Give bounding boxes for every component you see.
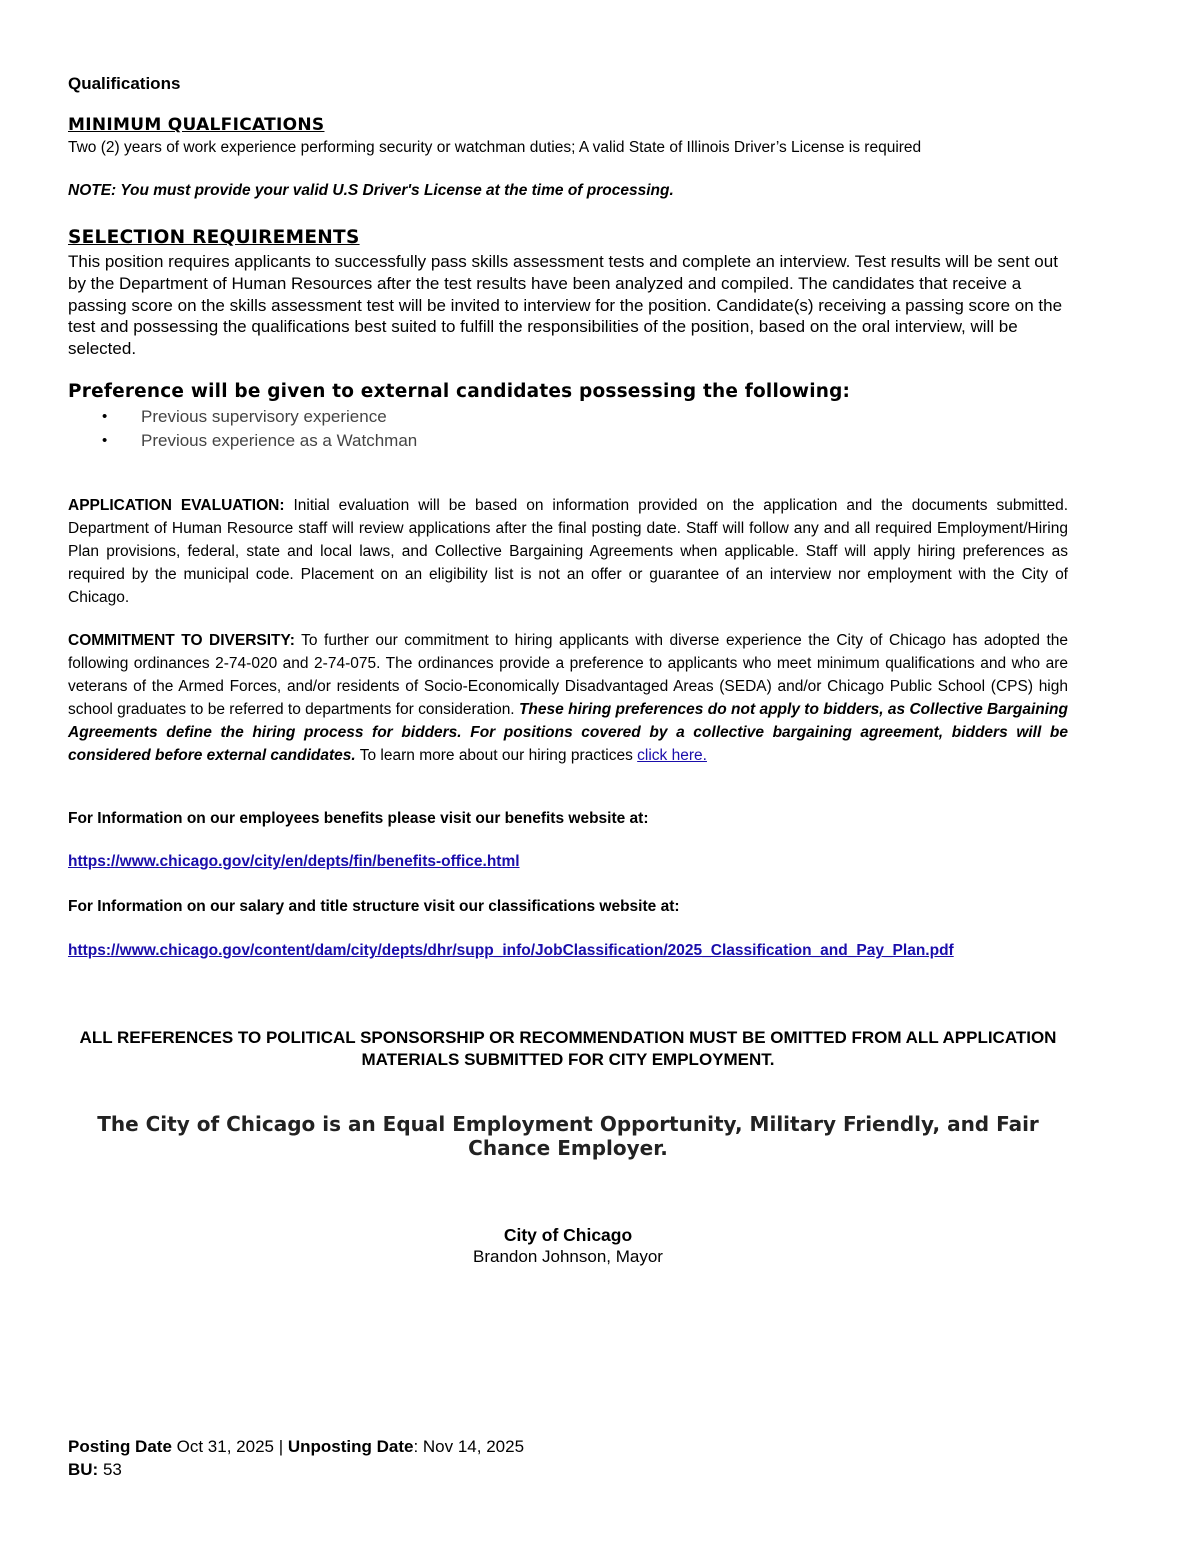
unposting-date-value: : Nov 14, 2025 bbox=[413, 1437, 525, 1456]
benefits-label: For Information on our employees benefits please visit our benefits website at: bbox=[68, 810, 649, 827]
list-item bbox=[68, 406, 417, 430]
bullet-icon: • bbox=[102, 431, 108, 449]
diversity-tail-text: To learn more about our hiring practices bbox=[355, 746, 638, 764]
hiring-practices-link[interactable]: click here. bbox=[637, 746, 707, 764]
selection-requirements-text: This position requires applicants to successfully pass skills assessment tests and complete an interview. Test results will be sent out by the Department of Human Resources after the test results have been analyzed and compiled. The candidates that receive a passing score on the skills assessment test will be invited to interview for the position. Candidate(s) receiving a passing score on the test and possessing the qualifications best suited to fulfill the responsibilities of the position, based on the oral interview, will be selected. bbox=[68, 252, 1063, 359]
signature-city: City of Chicago bbox=[503, 1225, 633, 1245]
preference-item-label: Previous supervisory experience bbox=[141, 407, 387, 426]
license-note: NOTE: You must provide your valid U.S Driver's License at the time of processing. bbox=[68, 182, 674, 199]
bullet-icon: • bbox=[102, 408, 108, 425]
eeo-statement: The City of Chicago is an Equal Employment Opportunity, Military Friendly, and Fair Chance Employer. bbox=[97, 1112, 1039, 1160]
diversity-bidders-notice: These hiring preferences do not apply to bidders, as Collective Bargaining Agreements define the hiring process for bidders. For positions covered by a collective bargaining agreement, bidders will be considered before external candidates. bbox=[68, 700, 1068, 764]
benefits-link-wrap bbox=[68, 853, 520, 871]
minimum-qualifications-heading: MINIMUM QUALFICATIONS bbox=[68, 115, 325, 135]
minimum-qualifications-text: Two (2) years of work experience performing security or watchman duties; A valid State of Illinois Driver’s License is required bbox=[68, 139, 922, 156]
signature-mayor: Brandon Johnson, Mayor bbox=[473, 1247, 663, 1266]
classification-link[interactable]: https://www.chicago.gov/content/dam/city/depts/dhr/supp_info/JobClassification/2025_Classification_and_Pay_Plan.pdf bbox=[68, 942, 954, 959]
salary-label: For Information on our salary and title structure visit our classifications website at: bbox=[68, 898, 680, 915]
application-evaluation-label: APPLICATION EVALUATION: bbox=[68, 497, 285, 514]
posting-date-value: Oct 31, 2025 | bbox=[171, 1437, 288, 1456]
benefits-link[interactable]: https://www.chicago.gov/city/en/depts/fin/benefits-office.html bbox=[68, 853, 520, 870]
preference-list bbox=[68, 406, 417, 453]
posting-dates bbox=[68, 1437, 524, 1457]
selection-requirements-heading: SELECTION REQUIREMENTS bbox=[68, 227, 360, 248]
qualifications-title: Qualifications bbox=[68, 74, 181, 93]
bu-value: 53 bbox=[98, 1460, 122, 1479]
unposting-date-label: Unposting Date bbox=[287, 1437, 414, 1456]
posting-date-label: Posting Date bbox=[68, 1437, 172, 1456]
application-evaluation-text: Initial evaluation will be based on information provided on the application and the documents submitted. Department of Human Resource staff will review applications after the final posting date. Staff will follow any and all required Employment/Hiring Plan provisions, federal, state and local laws, and Collective Bargaining Agreements when applicable. Staff will apply hiring preferences as required by the municipal code. Placement on an eligibility list is not an offer or guarantee of an interview nor employment with the City of Chicago. bbox=[68, 497, 1068, 606]
preference-item-label: Previous experience as a Watchman bbox=[141, 430, 418, 450]
diversity-paragraph bbox=[68, 630, 1068, 767]
political-sponsorship-notice: ALL REFERENCES TO POLITICAL SPONSORSHIP OR RECOMMENDATION MUST BE OMITTED FROM ALL APPLICATION MATERIALS SUBMITTED FOR CITY EMPLOYMENT. bbox=[79, 1028, 1057, 1069]
diversity-label: COMMITMENT TO DIVERSITY: bbox=[68, 632, 295, 649]
bargaining-unit bbox=[68, 1460, 122, 1480]
application-evaluation-paragraph bbox=[68, 495, 1068, 610]
list-item bbox=[68, 430, 417, 454]
salary-link-wrap bbox=[68, 942, 954, 960]
preference-heading: Preference will be given to external candidates possessing the following: bbox=[68, 381, 851, 402]
bu-label: BU: bbox=[68, 1460, 99, 1479]
diversity-text: To further our commitment to hiring applicants with diverse experience the City of Chicago has adopted the following ordinances 2-74-020 and 2-74-075. The ordinances provide a preference to applicants who meet minimum qualifications and who are veterans of the Armed Forces, and/or residents of Socio-Economically Disadvantaged Areas (SEDA) and/or Chicago Public School (CPS) high school graduates to be referred to departments for consideration. bbox=[68, 632, 1069, 718]
